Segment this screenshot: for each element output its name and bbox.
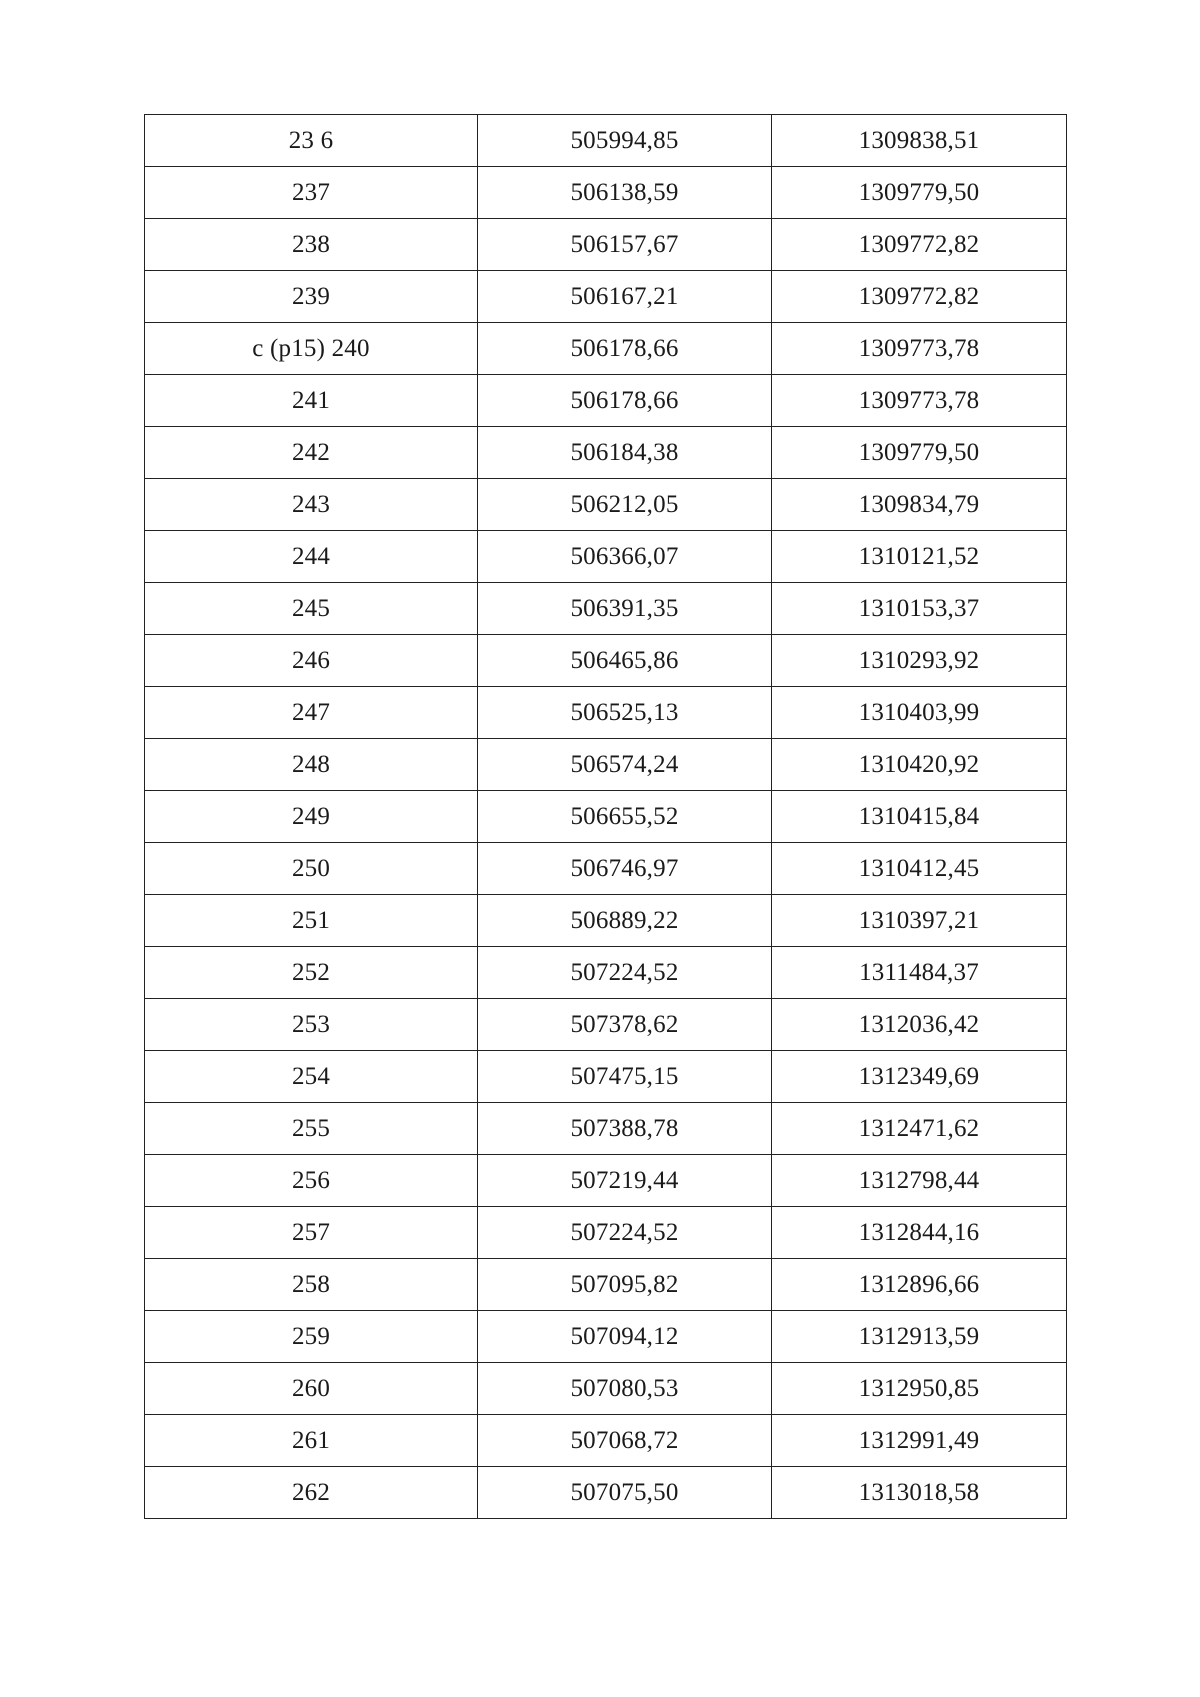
y-coordinate-cell: 1313018,58 — [772, 1467, 1067, 1519]
table-row — [145, 219, 1067, 271]
y-coordinate-cell: 1309779,50 — [772, 427, 1067, 479]
point-id-cell: 251 — [145, 895, 478, 947]
y-coordinate-cell: 1309773,78 — [772, 323, 1067, 375]
y-coordinate-cell: 1312991,49 — [772, 1415, 1067, 1467]
y-coordinate-cell: 1312349,69 — [772, 1051, 1067, 1103]
point-id-cell: c (p15) 240 — [145, 323, 478, 375]
y-coordinate-cell: 1309838,51 — [772, 115, 1067, 167]
y-coordinate-cell: 1309772,82 — [772, 271, 1067, 323]
table-row — [145, 1363, 1067, 1415]
table-row — [145, 739, 1067, 791]
x-coordinate-cell: 507080,53 — [478, 1363, 772, 1415]
y-coordinate-cell: 1312471,62 — [772, 1103, 1067, 1155]
point-id-cell: 262 — [145, 1467, 478, 1519]
point-id-cell: 257 — [145, 1207, 478, 1259]
table-row — [145, 1311, 1067, 1363]
x-coordinate-cell: 506889,22 — [478, 895, 772, 947]
table-row — [145, 115, 1067, 167]
x-coordinate-cell: 507095,82 — [478, 1259, 772, 1311]
y-coordinate-cell: 1309773,78 — [772, 375, 1067, 427]
y-coordinate-cell: 1310397,21 — [772, 895, 1067, 947]
y-coordinate-cell: 1310293,92 — [772, 635, 1067, 687]
x-coordinate-cell: 506178,66 — [478, 375, 772, 427]
y-coordinate-cell: 1310412,45 — [772, 843, 1067, 895]
point-id-cell: 253 — [145, 999, 478, 1051]
point-id-cell: 238 — [145, 219, 478, 271]
table-row — [145, 1051, 1067, 1103]
x-coordinate-cell: 506157,67 — [478, 219, 772, 271]
table-row — [145, 583, 1067, 635]
y-coordinate-cell: 1309779,50 — [772, 167, 1067, 219]
point-id-cell: 254 — [145, 1051, 478, 1103]
table-row — [145, 323, 1067, 375]
x-coordinate-cell: 506184,38 — [478, 427, 772, 479]
point-id-cell: 256 — [145, 1155, 478, 1207]
x-coordinate-cell: 506465,86 — [478, 635, 772, 687]
point-id-cell: 239 — [145, 271, 478, 323]
table-row — [145, 1467, 1067, 1519]
point-id-cell: 243 — [145, 479, 478, 531]
table-row — [145, 895, 1067, 947]
y-coordinate-cell: 1312913,59 — [772, 1311, 1067, 1363]
table-row — [145, 427, 1067, 479]
x-coordinate-cell: 506391,35 — [478, 583, 772, 635]
x-coordinate-cell: 506167,21 — [478, 271, 772, 323]
table-row — [145, 791, 1067, 843]
y-coordinate-cell: 1312896,66 — [772, 1259, 1067, 1311]
point-id-cell: 242 — [145, 427, 478, 479]
y-coordinate-cell: 1310415,84 — [772, 791, 1067, 843]
table-row — [145, 1103, 1067, 1155]
table-row — [145, 375, 1067, 427]
point-id-cell: 246 — [145, 635, 478, 687]
y-coordinate-cell: 1312950,85 — [772, 1363, 1067, 1415]
y-coordinate-cell: 1310403,99 — [772, 687, 1067, 739]
y-coordinate-cell: 1311484,37 — [772, 947, 1067, 999]
table-row — [145, 687, 1067, 739]
x-coordinate-cell: 506138,59 — [478, 167, 772, 219]
x-coordinate-cell: 507219,44 — [478, 1155, 772, 1207]
point-id-cell: 244 — [145, 531, 478, 583]
table-row — [145, 999, 1067, 1051]
table-row — [145, 1207, 1067, 1259]
x-coordinate-cell: 506366,07 — [478, 531, 772, 583]
table-row — [145, 635, 1067, 687]
table-row — [145, 1415, 1067, 1467]
x-coordinate-cell: 506525,13 — [478, 687, 772, 739]
y-coordinate-cell: 1312844,16 — [772, 1207, 1067, 1259]
x-coordinate-cell: 505994,85 — [478, 115, 772, 167]
x-coordinate-cell: 507075,50 — [478, 1467, 772, 1519]
table-row — [145, 271, 1067, 323]
point-id-cell: 258 — [145, 1259, 478, 1311]
point-id-cell: 259 — [145, 1311, 478, 1363]
point-id-cell: 252 — [145, 947, 478, 999]
point-id-cell: 248 — [145, 739, 478, 791]
x-coordinate-cell: 507475,15 — [478, 1051, 772, 1103]
point-id-cell: 237 — [145, 167, 478, 219]
x-coordinate-cell: 506655,52 — [478, 791, 772, 843]
y-coordinate-cell: 1312036,42 — [772, 999, 1067, 1051]
point-id-cell: 255 — [145, 1103, 478, 1155]
y-coordinate-cell: 1312798,44 — [772, 1155, 1067, 1207]
table-row — [145, 479, 1067, 531]
point-id-cell: 245 — [145, 583, 478, 635]
point-id-cell: 23 6 — [145, 115, 478, 167]
point-id-cell: 249 — [145, 791, 478, 843]
x-coordinate-cell: 507224,52 — [478, 1207, 772, 1259]
x-coordinate-cell: 507378,62 — [478, 999, 772, 1051]
table-row — [145, 167, 1067, 219]
x-coordinate-cell: 506746,97 — [478, 843, 772, 895]
y-coordinate-cell: 1309834,79 — [772, 479, 1067, 531]
coordinates-table — [144, 114, 1067, 1519]
y-coordinate-cell: 1310121,52 — [772, 531, 1067, 583]
x-coordinate-cell: 507388,78 — [478, 1103, 772, 1155]
x-coordinate-cell: 507224,52 — [478, 947, 772, 999]
point-id-cell: 247 — [145, 687, 478, 739]
point-id-cell: 261 — [145, 1415, 478, 1467]
coordinates-table-body — [145, 115, 1067, 1519]
table-row — [145, 947, 1067, 999]
table-row — [145, 843, 1067, 895]
point-id-cell: 250 — [145, 843, 478, 895]
y-coordinate-cell: 1310153,37 — [772, 583, 1067, 635]
point-id-cell: 260 — [145, 1363, 478, 1415]
y-coordinate-cell: 1310420,92 — [772, 739, 1067, 791]
x-coordinate-cell: 506178,66 — [478, 323, 772, 375]
table-row — [145, 1155, 1067, 1207]
x-coordinate-cell: 506212,05 — [478, 479, 772, 531]
x-coordinate-cell: 507094,12 — [478, 1311, 772, 1363]
table-row — [145, 1259, 1067, 1311]
y-coordinate-cell: 1309772,82 — [772, 219, 1067, 271]
x-coordinate-cell: 507068,72 — [478, 1415, 772, 1467]
x-coordinate-cell: 506574,24 — [478, 739, 772, 791]
table-row — [145, 531, 1067, 583]
point-id-cell: 241 — [145, 375, 478, 427]
